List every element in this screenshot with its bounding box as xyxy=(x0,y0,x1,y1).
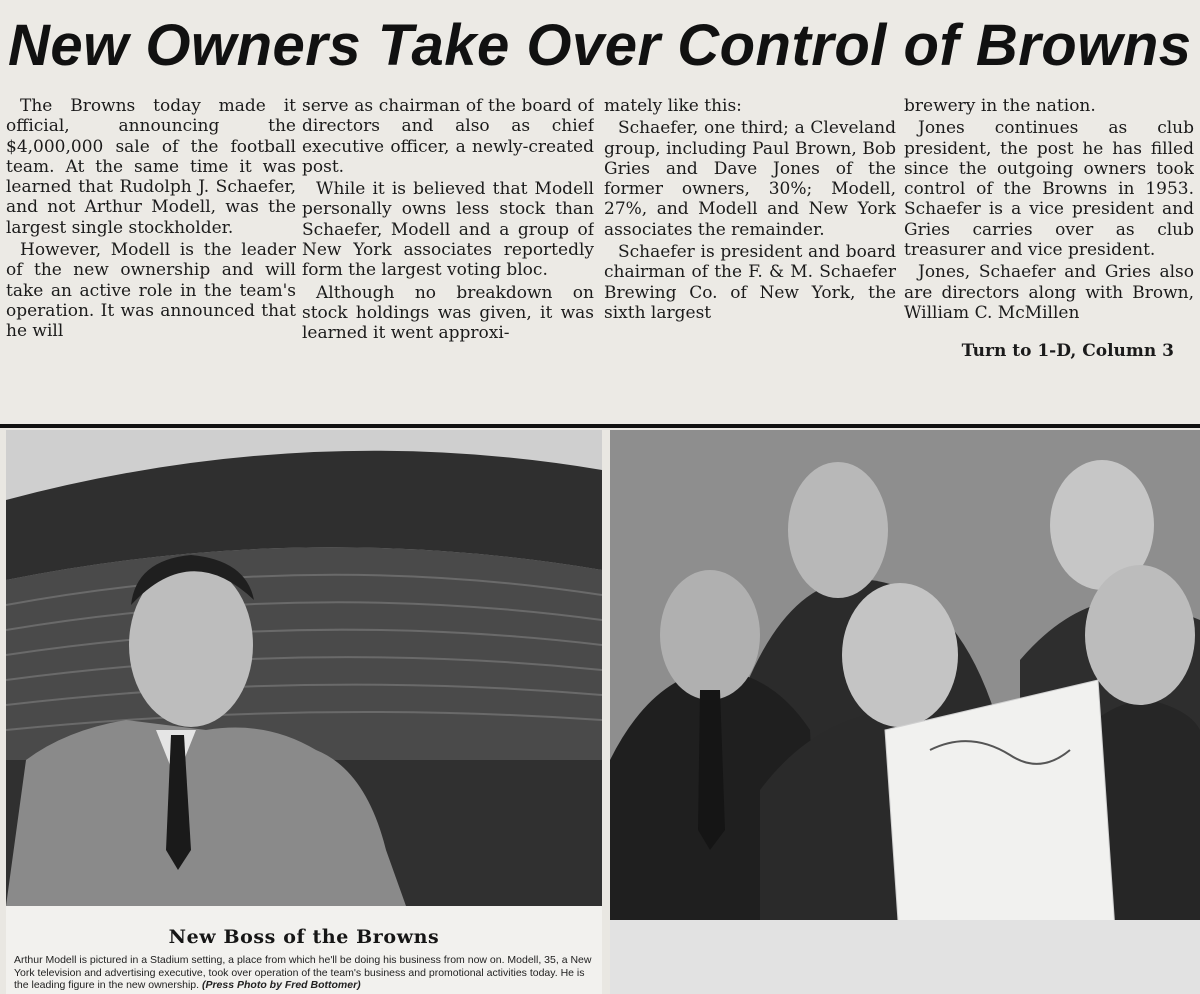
caption-text: Arthur Modell is pictured in a Stadium setting, a place from which he'll be doing his business from now on. Modell, 35, a New York television and advertising executive, took over operation of the team's business and promotional activities today. He is the leading figure in the new ownership. xyxy=(14,954,592,991)
caption-title: New Boss of the Browns xyxy=(168,926,440,948)
photo-credit: (Press Photo by Fred Bottomer) xyxy=(201,979,361,991)
paragraph: mately like this: xyxy=(604,96,742,116)
article-column-3 xyxy=(604,96,896,420)
article-column-2 xyxy=(302,96,594,420)
article-column-1 xyxy=(6,96,296,420)
paragraph: The Browns today made it official, announcing the $4,000,000 sale of the football team. At the same time it was learned that Rudolph J. Schaefer, and not Arthur Modell, was the largest single stockholder. xyxy=(6,96,296,238)
paragraph: Schaefer is president and board chairman of the F. & M. Schaefer Brewing Co. of New York, the sixth largest xyxy=(604,242,896,323)
continuation-line: Turn to 1-D, Column 3 xyxy=(961,341,1174,362)
paragraph: serve as chairman of the board of directors and also as chief executive officer, a newly-created post. xyxy=(302,96,594,177)
paragraph: Jones continues as club president, the post he has filled since the outgoing owners took control of the Browns in 1953. Schaefer is a vice president and Gries carries over as club treasurer and vice president. xyxy=(904,118,1194,261)
paragraph: Jones, Schaefer and Gries also are directors along with Brown, William C. McMillen xyxy=(904,262,1194,323)
photo-caption xyxy=(6,906,602,994)
paragraph: However, Modell is the leader of the new ownership and will take an active role in the team's operation. It was announced that he will xyxy=(6,240,296,342)
owners-group-illustration xyxy=(610,430,1200,994)
newspaper-article xyxy=(0,0,1200,425)
owners-group-photo xyxy=(610,430,1200,994)
paragraph: Although no breakdown on stock holdings was given, it was learned it went approxi- xyxy=(302,282,594,344)
paragraph: brewery in the nation. xyxy=(904,96,1096,116)
article-column-4 xyxy=(904,96,1194,420)
caption-body xyxy=(14,954,594,992)
stadium-portrait-photo xyxy=(6,430,602,906)
article-headline: New Owners Take Over Control of Browns xyxy=(8,13,1192,78)
stadium-portrait-illustration xyxy=(6,430,602,906)
section-divider xyxy=(0,424,1200,428)
paragraph: Schaefer, one third; a Cleveland group, including Paul Brown, Bob Gries and Dave Jones of the former owners, 30%; Modell, 27%, and Modell and New York associates the remainder. xyxy=(604,118,896,240)
paragraph: While it is believed that Modell personally owns less stock than Schaefer, Modell and a group of New York associates reportedly form the largest voting bloc. xyxy=(302,179,594,281)
